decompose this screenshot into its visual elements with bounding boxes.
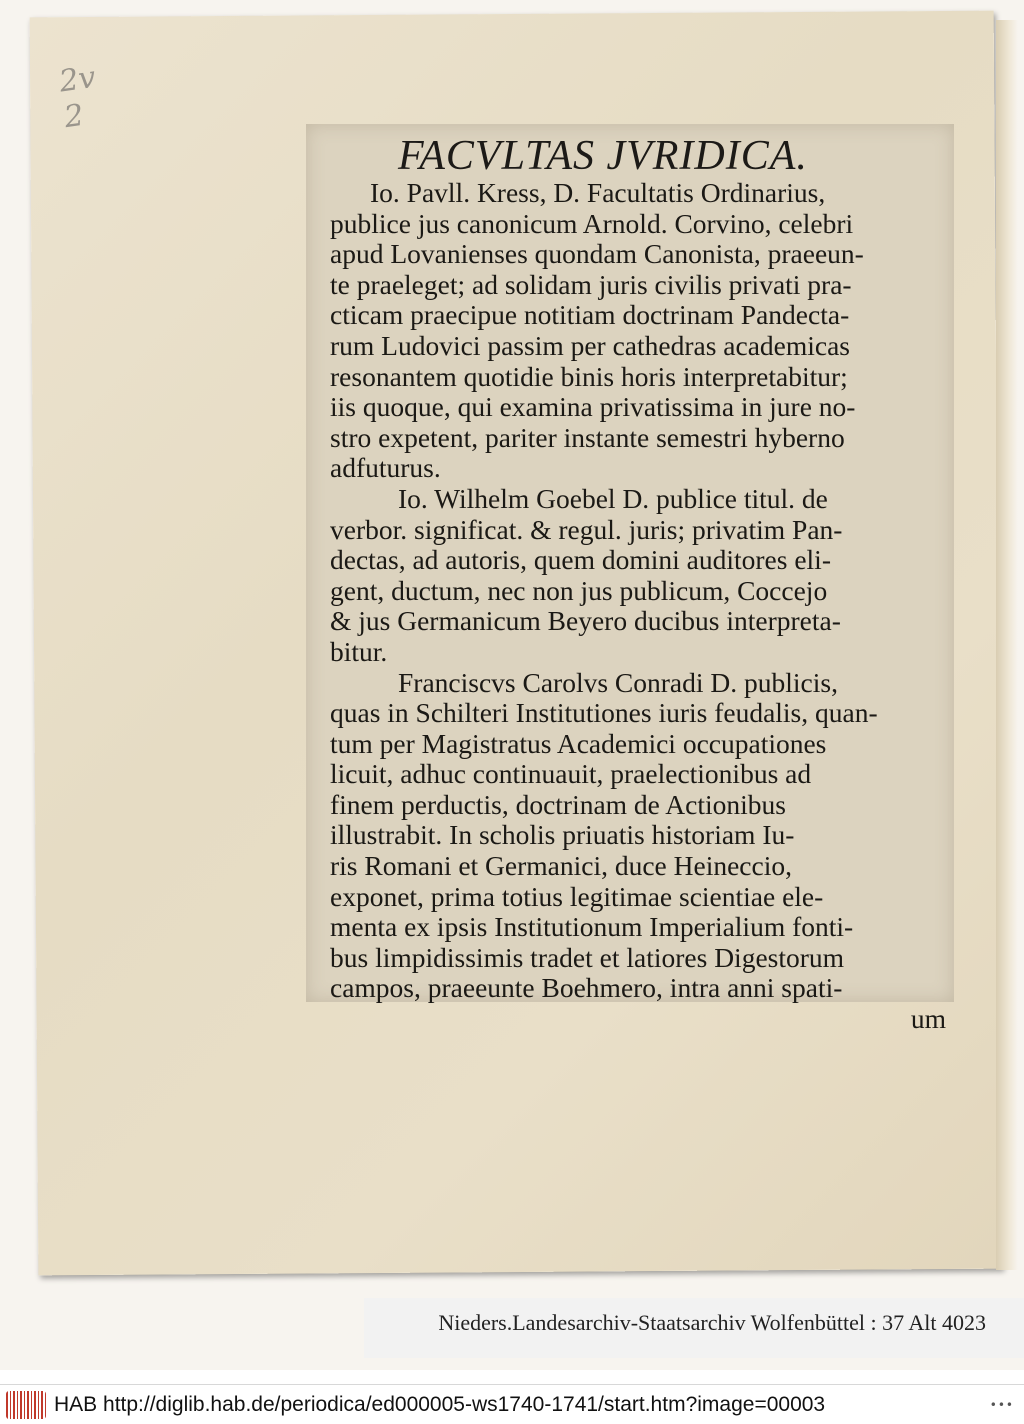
text-line: bitur. <box>330 635 388 667</box>
text-line: publice jus canonicum Arnold. Corvino, celebri <box>330 207 854 239</box>
text-line: dectas, ad autoris, quem domini auditores eli- <box>330 544 831 576</box>
text-line: te praeleget; ad solidam juris civilis privati pra- <box>330 268 852 300</box>
text-line: gent, ductum, nec non jus publicum, Coccejo <box>330 574 828 606</box>
text-line: verbor. significat. & regul. juris; privatim Pan- <box>330 513 843 545</box>
text-line: Io. Pavll. Kress, D. Facultatis Ordinarius, <box>370 177 826 208</box>
text-line: tum per Magistratus Academici occupationes <box>330 727 827 759</box>
status-url[interactable]: HAB http://diglib.hab.de/periodica/ed000005-ws1740-1741/start.htm?image=00003 <box>54 1392 826 1416</box>
text-line: cticam praecipue notitiam doctrinam Pandecta- <box>330 299 850 331</box>
text-line: resonantem quotidie binis horis interpretabitur; <box>330 360 848 392</box>
text-line: rum Ludovici passim per cathedras academicas <box>330 329 851 361</box>
text-line: illustrabit. In scholis priuatis historiam Iu- <box>330 819 795 851</box>
text-line-catchword: um <box>910 1003 946 1035</box>
text-line: licuit, adhuc continuauit, praelectionibus ad <box>330 758 812 790</box>
paper-edge <box>996 20 1018 1270</box>
text-line: Io. Wilhelm Goebel D. publice titul. de <box>398 482 828 514</box>
text-line: campos, praeeunte Boehmero, intra anni spati- <box>330 972 843 1004</box>
barcode-icon <box>6 1391 46 1419</box>
text-line: Franciscvs Carolvs Conradi D. publicis, <box>398 666 838 698</box>
text-line: exponet, prima totius legitimae scientiae ele- <box>330 880 824 912</box>
text-line: quas in Schilteri Institutiones iuris feudalis, quan- <box>330 697 878 729</box>
text-line: iis quoque, qui examina privatissima in jure no- <box>330 391 856 423</box>
document-heading: FACVLTAS JVRIDICA. <box>398 133 808 179</box>
more-icon[interactable]: ••• <box>989 1397 1014 1412</box>
archive-caption: Nieders.Landesarchiv-Staatsarchiv Wolfenbüttel : 37 Alt 4023 <box>438 1310 986 1335</box>
browser-status-bar <box>0 1384 1024 1424</box>
text-line: finem perductis, doctrinam de Actionibus <box>330 788 786 820</box>
text-line: apud Lovanienses quondam Canonista, praeeun- <box>330 238 864 270</box>
text-line: ris Romani et Germanici, duce Heineccio, <box>330 850 792 882</box>
text-line: bus limpidissimis tradet et latiores Digestorum <box>330 941 845 973</box>
document-body <box>330 178 946 1035</box>
text-line: adfuturus. <box>330 452 441 484</box>
pencil-margin-note: 2v 2 <box>57 59 98 136</box>
text-line: menta ex ipsis Institutionum Imperialium fonti- <box>330 911 854 943</box>
text-line: stro expetent, pariter instante semestri hyberno <box>330 421 845 453</box>
text-line: & jus Germanicum Beyero ducibus interpreta- <box>330 605 841 637</box>
